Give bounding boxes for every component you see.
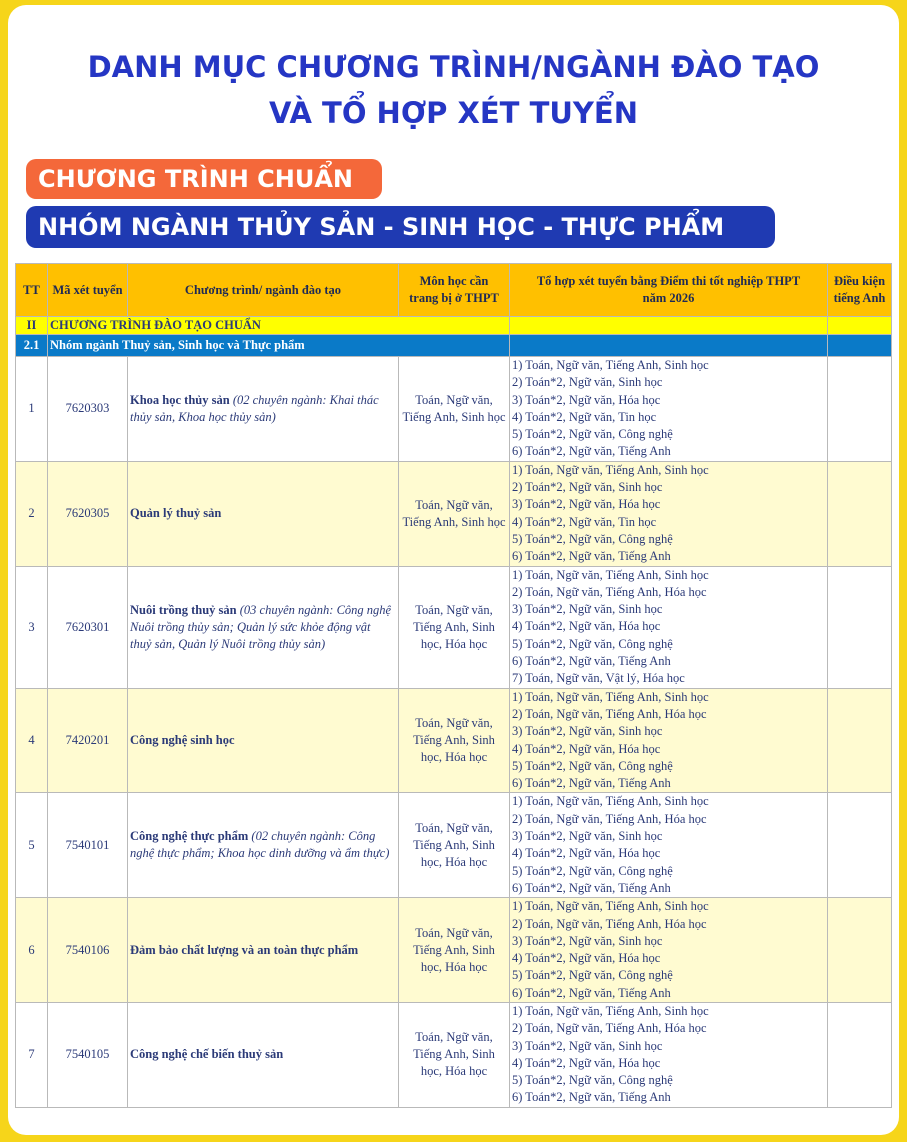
header-combos: Tổ hợp xét tuyển bằng Điểm thi tốt nghiệp THPT năm 2026 [510, 264, 828, 317]
row-subjects: Toán, Ngữ văn, Tiếng Anh, Sinh học [399, 461, 510, 566]
row-english [828, 1002, 892, 1107]
program-name: Đảm bảo chất lượng và an toàn thực phẩm [130, 942, 359, 957]
table-row [16, 898, 892, 1003]
combo-item: 7) Toán, Ngữ văn, Vật lý, Hóa học [512, 671, 685, 686]
combo-item: 4) Toán*2, Ngữ văn, Hóa học [512, 951, 661, 966]
combo-item: 1) Toán, Ngữ văn, Tiếng Anh, Sinh học [512, 1003, 709, 1018]
row-code: 7620303 [48, 357, 128, 462]
header-code: Mã xét tuyển [48, 264, 128, 317]
group-label: NHÓM NGÀNH THỦY SẢN - SINH HỌC - THỰC PHẨM [26, 206, 775, 248]
row-program [128, 1002, 399, 1107]
row-tt: 5 [16, 793, 48, 898]
row-tt: 2 [16, 461, 48, 566]
combo-item: 5) Toán*2, Ngữ văn, Công nghệ [512, 758, 673, 773]
row-combos [510, 898, 828, 1003]
combo-item: 4) Toán*2, Ngữ văn, Hóa học [512, 846, 661, 861]
combo-item: 2) Toán, Ngữ văn, Tiếng Anh, Hóa học [512, 706, 707, 721]
group-empty-2 [828, 335, 892, 357]
combo-item: 5) Toán*2, Ngữ văn, Công nghệ [512, 531, 673, 546]
combo-item: 2) Toán*2, Ngữ văn, Sinh học [512, 480, 663, 495]
combo-item: 2) Toán, Ngữ văn, Tiếng Anh, Hóa học [512, 584, 707, 599]
combo-item: 1) Toán, Ngữ văn, Tiếng Anh, Sinh học [512, 567, 709, 582]
row-code: 7540101 [48, 793, 128, 898]
combo-item: 2) Toán, Ngữ văn, Tiếng Anh, Hóa học [512, 916, 707, 931]
combo-item: 1) Toán, Ngữ văn, Tiếng Anh, Sinh học [512, 358, 709, 372]
table-row [16, 461, 892, 566]
row-english [828, 566, 892, 688]
row-program [128, 566, 399, 688]
row-tt: 7 [16, 1002, 48, 1107]
combo-item: 5) Toán*2, Ngữ văn, Công nghệ [512, 1073, 673, 1088]
row-combos [510, 357, 828, 462]
row-combos [510, 1002, 828, 1107]
row-english [828, 357, 892, 462]
row-subjects: Toán, Ngữ văn, Tiếng Anh, Sinh học, Hóa học [399, 1002, 510, 1107]
row-code: 7620305 [48, 461, 128, 566]
combo-item: 6) Toán*2, Ngữ văn, Tiếng Anh [512, 444, 671, 459]
program-name: Quản lý thuỷ sản [130, 506, 222, 521]
combo-item: 6) Toán*2, Ngữ văn, Tiếng Anh [512, 776, 671, 791]
table-row [16, 1002, 892, 1107]
combo-item: 1) Toán, Ngữ văn, Tiếng Anh, Sinh học [512, 899, 709, 914]
combo-item: 3) Toán*2, Ngữ văn, Sinh học [512, 1038, 663, 1053]
program-name: Công nghệ chế biến thuỷ sản [130, 1047, 284, 1062]
program-table [15, 263, 892, 1108]
combo-item: 6) Toán*2, Ngữ văn, Tiếng Anh [512, 880, 671, 895]
combo-item: 3) Toán*2, Ngữ văn, Sinh học [512, 829, 663, 844]
program-label: CHƯƠNG TRÌNH CHUẨN [26, 159, 382, 199]
row-code: 7540105 [48, 1002, 128, 1107]
row-tt: 4 [16, 688, 48, 793]
row-subjects: Toán, Ngữ văn, Tiếng Anh, Sinh học, Hóa học [399, 688, 510, 793]
row-combos [510, 688, 828, 793]
combo-item: 3) Toán*2, Ngữ văn, Sinh học [512, 933, 663, 948]
combo-item: 6) Toán*2, Ngữ văn, Tiếng Anh [512, 654, 671, 669]
row-subjects: Toán, Ngữ văn, Tiếng Anh, Sinh học, Hóa học [399, 898, 510, 1003]
program-note: (02 chuyên ngành: Công nghệ thực phẩm; Khoa học dinh dưỡng và ẩm thực) [130, 829, 390, 861]
combo-item: 1) Toán, Ngữ văn, Tiếng Anh, Sinh học [512, 794, 709, 809]
row-combos [510, 461, 828, 566]
group-row [16, 335, 892, 357]
program-name: Công nghệ thực phẩm [130, 829, 249, 844]
program-note: (02 chuyên ngành: Khai thác thủy sản, Khoa học thủy sản) [130, 392, 379, 424]
table-row [16, 793, 892, 898]
program-note: (03 chuyên ngành: Công nghệ Nuôi trồng thủy sản; Quản lý sức khỏe động vật thuỷ sản, Quản lý Nuôi trồng thủy sản) [130, 602, 392, 651]
row-code: 7420201 [48, 688, 128, 793]
row-program [128, 793, 399, 898]
combo-item: 4) Toán*2, Ngữ văn, Hóa học [512, 1055, 661, 1070]
row-subjects: Toán, Ngữ văn, Tiếng Anh, Sinh học [399, 357, 510, 462]
row-english [828, 461, 892, 566]
row-english [828, 793, 892, 898]
combo-item: 1) Toán, Ngữ văn, Tiếng Anh, Sinh học [512, 689, 709, 704]
row-tt: 6 [16, 898, 48, 1003]
section-empty-2 [828, 317, 892, 335]
section-label: CHƯƠNG TRÌNH ĐÀO TẠO CHUẨN [48, 317, 510, 335]
combo-item: 6) Toán*2, Ngữ văn, Tiếng Anh [512, 985, 671, 1000]
title-line-1: DANH MỤC CHƯƠNG TRÌNH/NGÀNH ĐÀO TẠO [87, 50, 820, 84]
title-line-2: VÀ TỔ HỢP XÉT TUYỂN [269, 96, 638, 130]
program-name: Khoa học thủy sản [130, 392, 230, 407]
row-combos [510, 566, 828, 688]
row-code: 7540106 [48, 898, 128, 1003]
combo-item: 4) Toán*2, Ngữ văn, Hóa học [512, 619, 661, 634]
table-row [16, 357, 892, 462]
page-title [0, 44, 907, 136]
row-combos [510, 793, 828, 898]
combo-item: 1) Toán, Ngữ văn, Tiếng Anh, Sinh học [512, 462, 709, 477]
combo-item: 3) Toán*2, Ngữ văn, Hóa học [512, 497, 661, 512]
combo-item: 6) Toán*2, Ngữ văn, Tiếng Anh [512, 1090, 671, 1105]
group-empty-1 [510, 335, 828, 357]
row-program [128, 461, 399, 566]
row-subjects: Toán, Ngữ văn, Tiếng Anh, Sinh học, Hóa học [399, 793, 510, 898]
header-english: Điều kiện tiếng Anh [828, 264, 892, 317]
combo-item: 4) Toán*2, Ngữ văn, Hóa học [512, 741, 661, 756]
combo-item: 4) Toán*2, Ngữ văn, Tin học [512, 409, 657, 424]
combo-item: 4) Toán*2, Ngữ văn, Tin học [512, 514, 657, 529]
combo-item: 2) Toán*2, Ngữ văn, Sinh học [512, 375, 663, 390]
program-name: Nuôi trồng thuỷ sản [130, 602, 237, 617]
combo-item: 3) Toán*2, Ngữ văn, Sinh học [512, 602, 663, 617]
combo-item: 5) Toán*2, Ngữ văn, Công nghệ [512, 427, 673, 442]
table-row [16, 688, 892, 793]
header-subjects: Môn học cần trang bị ở THPT [399, 264, 510, 317]
row-tt: 1 [16, 357, 48, 462]
section-row [16, 317, 892, 335]
combo-item: 3) Toán*2, Ngữ văn, Sinh học [512, 724, 663, 739]
row-subjects: Toán, Ngữ văn, Tiếng Anh, Sinh học, Hóa học [399, 566, 510, 688]
row-english [828, 688, 892, 793]
combo-item: 5) Toán*2, Ngữ văn, Công nghệ [512, 636, 673, 651]
header-tt: TT [16, 264, 48, 317]
header-program: Chương trình/ ngành đào tạo [128, 264, 399, 317]
table-header-row [16, 264, 892, 317]
row-program [128, 357, 399, 462]
group-no: 2.1 [16, 335, 48, 357]
program-name: Công nghệ sinh học [130, 733, 235, 748]
row-code: 7620301 [48, 566, 128, 688]
section-no: II [16, 317, 48, 335]
combo-item: 3) Toán*2, Ngữ văn, Hóa học [512, 392, 661, 407]
row-english [828, 898, 892, 1003]
row-tt: 3 [16, 566, 48, 688]
combo-item: 5) Toán*2, Ngữ văn, Công nghệ [512, 863, 673, 878]
table-row [16, 566, 892, 688]
row-program [128, 898, 399, 1003]
combo-item: 6) Toán*2, Ngữ văn, Tiếng Anh [512, 549, 671, 564]
section-empty-1 [510, 317, 828, 335]
combo-item: 2) Toán, Ngữ văn, Tiếng Anh, Hóa học [512, 1021, 707, 1036]
combo-item: 5) Toán*2, Ngữ văn, Công nghệ [512, 968, 673, 983]
group-row-label: Nhóm ngành Thuỷ sản, Sinh học và Thực phẩm [48, 335, 510, 357]
row-program [128, 688, 399, 793]
combo-item: 2) Toán, Ngữ văn, Tiếng Anh, Hóa học [512, 811, 707, 826]
